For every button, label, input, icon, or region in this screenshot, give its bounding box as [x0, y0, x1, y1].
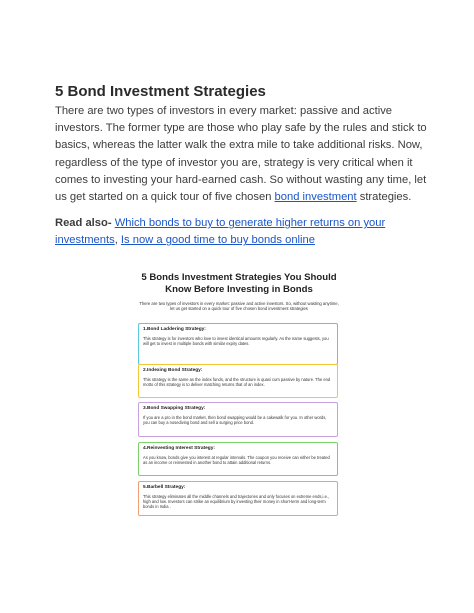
read-also: [55, 215, 427, 249]
bond-investment-link[interactable]: bond investment: [274, 191, 357, 204]
strategy-card-title: 3.Bond Swapping Strategy:: [143, 406, 206, 411]
strategy-card-title: 4.Reinvesting Interest Strategy:: [143, 446, 215, 451]
strategy-card-2: [138, 364, 338, 398]
strategy-card-text: If you are a pro in the bond market, then bond swapping would be a cakewalk for you. In other words, you can buy a nosediving bond and sell a surging price bond.: [143, 414, 327, 425]
strategy-card-text: This strategy is the same as the index funds, and the structure is quasi cum passive by nature. The end motto of this strategy is to deliver matching returns that of an index.: [143, 376, 331, 387]
article: [55, 82, 427, 250]
read-also-label: Read also-: [55, 217, 112, 230]
read-also-link-2[interactable]: Is now a good time to buy bonds online: [120, 234, 315, 247]
strategy-card-3: [138, 402, 338, 437]
strategy-card-1: [138, 323, 338, 365]
strategy-card-title: 5.Barbell Strategy:: [143, 485, 186, 490]
infographic: [138, 272, 340, 540]
read-also-link-1[interactable]: Which bonds to buy to generate higher returns on your investments: [55, 217, 386, 247]
strategy-card-5: [138, 481, 338, 516]
strategy-card-text: This strategy is for investors who love to invest identical amounts regularly. As the name suggests, you will get to invest in multiple bonds with similar expiry dates.: [143, 335, 329, 346]
strategy-card-title: 1.Bond Laddering Strategy:: [143, 327, 206, 332]
strategy-card-title: 2.Indexing Bond Strategy:: [143, 368, 203, 373]
read-also-separator: ,: [114, 234, 121, 247]
article-title: 5 Bond Investment Strategies: [55, 83, 266, 100]
infographic-title: 5 Bonds Investment Strategies You Should Know Before Investing in Bonds: [141, 272, 337, 295]
strategy-card-text: This strategy eliminates all the middle channels and trajectories and only focuses on extreme ends,i.e., high and low. Investors can strike an equilibrium by investing their money in short-term and long-term bonds in India .: [143, 493, 330, 509]
infographic-intro: There are two types of investors in every market: passive and active investors. So, without wasting anytime, let us get started on a quick tour of five chosen bond investment strategies: [139, 301, 339, 312]
intro-text: There are two types of investors in every market: passive and active investors. The former type are those who play safe by the rules and stick to basics, whereas the latter walk the extra mile to take additional risks. Now, regardless of the type of investor you are, strategy is very critical when it comes to investing your hard-earned cash. So without wasting any time, let us get started on a quick tour of five chosen: [55, 105, 427, 204]
intro-end: strategies.: [356, 191, 412, 204]
article-intro: [55, 103, 427, 206]
strategy-card-text: As you know, bonds give you interest at regular intervals. The coupon you receive can either be treated as an income or reinvested in another bond to attain additional returns.: [143, 454, 330, 465]
strategy-card-4: [138, 442, 338, 476]
